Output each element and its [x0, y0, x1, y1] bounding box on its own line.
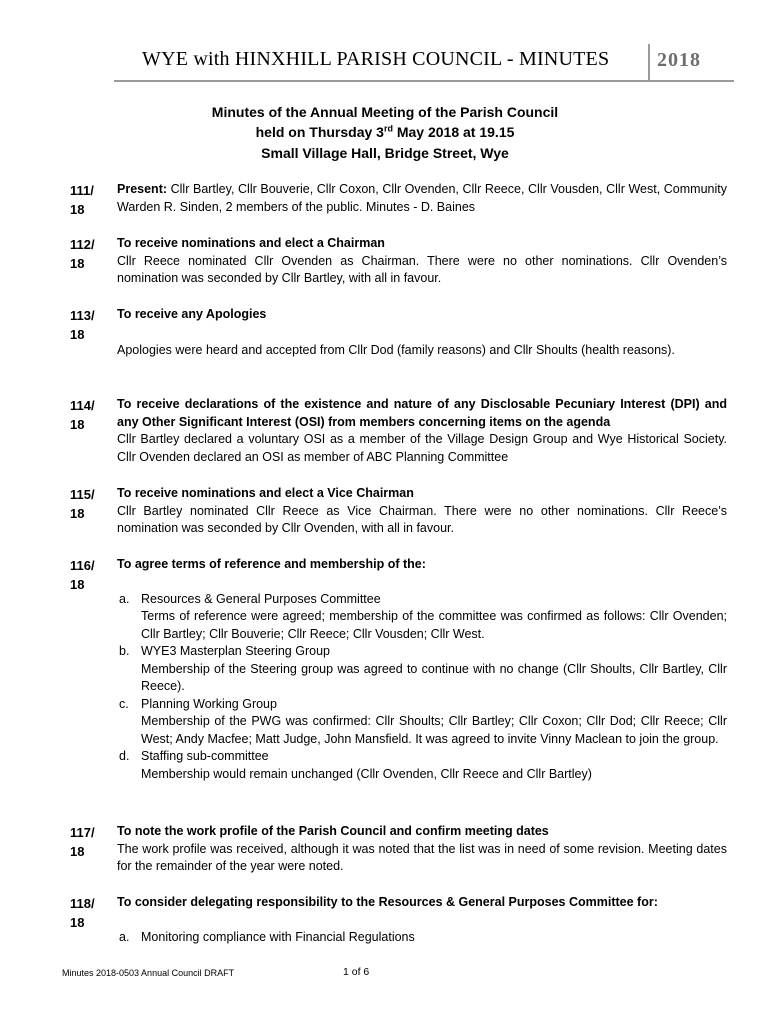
minute-heading: To receive nominations and elect a Chairman — [117, 236, 385, 250]
minute-body — [117, 396, 727, 466]
sub-item-title: Resources & General Purposes Committee — [141, 591, 381, 606]
minute-heading: To agree terms of reference and membership of the: — [117, 557, 426, 571]
sub-item-text: Membership of the Steering group was agreed to continue with no change (Cllr Shoults, Cllr Bartley, Cllr Reece). — [141, 661, 727, 693]
minute-body — [117, 235, 727, 288]
minute-text: Cllr Bartley nominated Cllr Reece as Vice Chairman. There were no other nominations. Cllr Reece’s nomination was seconded by Cllr Ovenden, with all in favour. — [117, 503, 727, 535]
header-divider — [648, 44, 650, 82]
present-text: Cllr Bartley, Cllr Bouverie, Cllr Coxon, Cllr Ovenden, Cllr Reece, Cllr Vousden, Cllr West, Community Warden R. Sinden, 2 members of the public. Minutes - D. Baines — [117, 182, 727, 214]
minute-text: Cllr Bartley declared a voluntary OSI as a member of the Village Design Group and Wye Historical Society. Cllr Ovenden declared an OSI as member of ABC Planning Committee — [117, 432, 727, 464]
minute-text: Cllr Reece nominated Cllr Ovenden as Chairman. There were no other nominations. Cllr Ovenden’s nomination was seconded by Cllr Bartley, with all in favour. — [117, 253, 727, 285]
minute-body — [117, 306, 727, 359]
sub-item-letter: c. — [119, 696, 129, 711]
sub-item-text: Membership of the PWG was confirmed: Cllr Shoults; Cllr Bartley; Cllr Coxon; Cllr Dod; Cllr Reece; Cllr West; Andy Macfee; Matt Judge, John Mansfield. It was agreed to invite Vinny Maclean to join the group. — [141, 714, 727, 746]
sub-item-title: Planning Working Group — [141, 696, 277, 711]
minute-body — [117, 556, 727, 783]
minute-number: 116/ 18 — [70, 558, 95, 592]
sub-item — [117, 591, 727, 644]
present-label: Present: — [117, 182, 168, 196]
minute-heading: To consider delegating responsibility to the Resources & General Purposes Committee for: — [117, 895, 658, 909]
meeting-title-line-2: held on Thursday 3rd May 2018 at 19.15 — [255, 123, 515, 140]
sub-item — [117, 643, 727, 696]
minute-heading: To receive any Apologies — [117, 307, 267, 321]
sub-item-text: Terms of reference were agreed; membership of the committee was confirmed as follows: Cllr Ovenden; Cllr Bartley; Cllr Bouverie; Cllr Reece; Cllr Vousden; Cllr West. — [141, 609, 727, 641]
minute-body — [117, 894, 727, 946]
sub-item — [117, 929, 727, 947]
footer-page-number: 1 of 6 — [343, 966, 370, 978]
footer-filename: Minutes 2018-0503 Annual Council DRAFT — [62, 968, 235, 978]
sub-item-title: WYE3 Masterplan Steering Group — [141, 644, 330, 658]
meeting-title-line-3: Small Village Hall, Bridge Street, Wye — [261, 145, 509, 161]
minute-number: 115/ 18 — [70, 487, 95, 521]
document-header-title: WYE with HINXHILL PARISH COUNCIL - MINUTES — [142, 48, 610, 70]
sub-item — [117, 696, 727, 749]
sub-item-title: Monitoring compliance with Financial Regulations — [141, 929, 415, 944]
minute-number: 111/ 18 — [70, 183, 94, 217]
sub-item-letter: a. — [119, 591, 130, 606]
sub-item-title: Staffing sub-committee — [141, 749, 269, 763]
sub-item-text: Membership would remain unchanged (Cllr Ovenden, Cllr Reece and Cllr Bartley) — [141, 766, 592, 781]
sub-item-letter: a. — [119, 929, 130, 944]
minute-number: 118/ 18 — [70, 896, 95, 930]
minute-body — [117, 823, 727, 876]
minute-body — [117, 181, 727, 216]
minute-heading: To receive declarations of the existence and nature of any Disclosable Pecuniary Interest (DPI) and any Other Significant Interest (OSI) from members concerning items on the agenda — [117, 397, 727, 429]
minute-number: 117/ 18 — [70, 825, 95, 859]
minute-heading: To receive nominations and elect a Vice Chairman — [117, 486, 414, 500]
minute-number: 112/ 18 — [70, 237, 95, 271]
document-header-year: 2018 — [657, 49, 701, 71]
sub-item-letter: b. — [119, 644, 130, 658]
minute-text: Apologies were heard and accepted from Cllr Dod (family reasons) and Cllr Shoults (health reasons). — [117, 342, 675, 357]
minute-text: The work profile was received, although it was noted that the list was in need of some revision. Meeting dates for the remainder of the year were noted. — [117, 841, 727, 873]
minute-body — [117, 485, 727, 538]
sub-item-letter: d. — [119, 749, 130, 763]
meeting-title-line-1: Minutes of the Annual Meeting of the Parish Council — [211, 104, 559, 120]
sub-item — [117, 748, 727, 783]
header-rule — [114, 80, 734, 82]
minute-heading: To note the work profile of the Parish Council and confirm meeting dates — [117, 824, 549, 838]
minute-number: 113/ 18 — [70, 308, 95, 342]
minute-number: 114/ 18 — [70, 398, 95, 432]
